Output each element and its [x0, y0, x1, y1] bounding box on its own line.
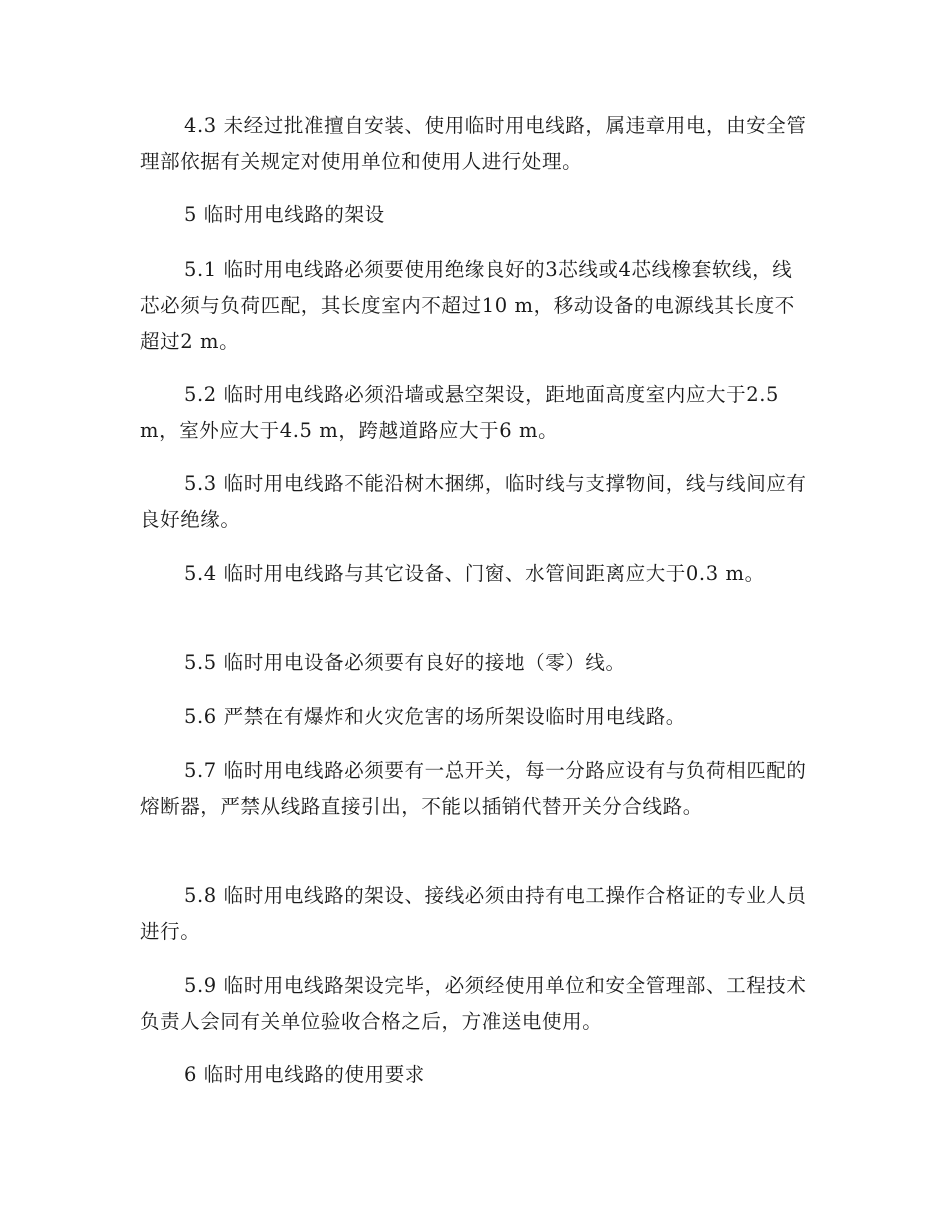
paragraph-5-7: 5.7 临时用电线路必须要有一总开关，每一分路应设有与负荷相匹配的熔断器，严禁从线路直接引出，不能以插销代替开关分合线路。	[140, 759, 807, 818]
section-heading-6: 6 临时用电线路的使用要求	[184, 1063, 425, 1086]
paragraph-5-4: 5.4 临时用电线路与其它设备、门窗、水管间距离应大于0.3 m。	[184, 562, 765, 585]
paragraph-5-3: 5.3 临时用电线路不能沿树木捆绑，临时线与支撑物间，线与线间应有良好绝缘。	[140, 472, 807, 531]
paragraph-5-5: 5.5 临时用电设备必须要有良好的接地（零）线。	[184, 651, 626, 674]
paragraph-5-6: 5.6 严禁在有爆炸和火灾危害的场所架设临时用电线路。	[184, 705, 686, 728]
section-heading-5: 5 临时用电线路的架设	[184, 203, 385, 226]
paragraph-4-3: 4.3 未经过批准擅自安装、使用临时用电线路，属违章用电，由安全管理部依据有关规定对使用单位和使用人进行处理。	[140, 114, 807, 173]
paragraph-5-1: 5.1 临时用电线路必须要使用绝缘良好的3芯线或4芯线橡套软线，线芯必须与负荷匹配，其长度室内不超过10 m，移动设备的电源线其长度不超过2 m。	[140, 258, 795, 353]
paragraph-5-9: 5.9 临时用电线路架设完毕，必须经使用单位和安全管理部、工程技术负责人会同有关单位验收合格之后，方准送电使用。	[140, 974, 807, 1033]
paragraph-5-2: 5.2 临时用电线路必须沿墙或悬空架设，距地面高度室内应大于2.5 m，室外应大于4.5 m，跨越道路应大于6 m。	[140, 383, 780, 442]
paragraph-5-8: 5.8 临时用电线路的架设、接线必须由持有电工操作合格证的专业人员进行。	[140, 884, 807, 943]
